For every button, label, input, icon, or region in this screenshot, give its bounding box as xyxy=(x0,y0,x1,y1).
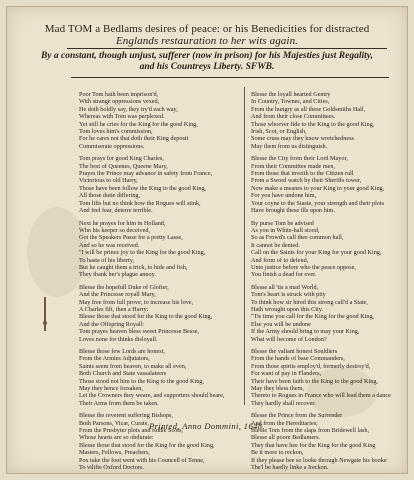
left-column xyxy=(79,91,245,477)
verse-line: From those that inveith to the Citizen rull xyxy=(251,170,354,178)
verse-line: Masters, Fellows, Preachers, xyxy=(79,449,150,457)
verse-line: Victorious to old Harry, xyxy=(79,177,138,185)
verse-line: "I will be prince joy to the King for the good King, xyxy=(79,249,206,257)
verse-line: Both Church and State vassalateers xyxy=(79,370,167,378)
stanza xyxy=(251,91,414,150)
stanza xyxy=(251,220,414,279)
verse-line: Blesse the loyall hearted Gentry xyxy=(251,91,331,98)
verse-line: And the Princesse royall Mary, xyxy=(79,291,156,299)
verse-line: Blesse those that stood for the King to the good King, xyxy=(79,313,213,321)
stanza xyxy=(79,220,245,279)
verse-line: They that have hee for the King for the good King xyxy=(251,441,376,449)
column-divider xyxy=(244,87,245,405)
verse-line: From those spirits employ'd, formerly destroy'd, xyxy=(251,362,371,370)
verse-line: Blesse those that stood for the King for the good King, xyxy=(79,441,215,449)
verse-line: By purse Tom be advised xyxy=(251,219,314,227)
paper-stain xyxy=(27,207,87,297)
stanza xyxy=(251,348,414,407)
subtitle-line-1: By a constant, though unjust, sufferer (now in prison) for his Majesties just Regality, xyxy=(40,51,374,61)
verse-line: Be it more to reckon, xyxy=(251,449,304,457)
verse-line: And so he was received. xyxy=(79,241,140,249)
verse-line: As you in White-hall stood, xyxy=(251,226,320,234)
stanza xyxy=(251,284,414,343)
verse-line: And from the Hereditaries; xyxy=(251,419,318,427)
verse-line: Who his keeper so deceived, xyxy=(79,226,150,234)
broadside-sheet xyxy=(6,6,408,474)
verse-line: Whereas with Tom was perplexed. xyxy=(79,113,165,121)
verse-line: Their Arms from them be taken. xyxy=(79,399,159,407)
stanza xyxy=(79,91,245,150)
verse-line: May free from full prove, to increase his love, xyxy=(79,298,194,306)
verse-line: They thank her's plague annoy. xyxy=(79,271,156,279)
verse-line: He doth boldly say, they try'd each way, xyxy=(79,105,178,113)
verse-line: For want of pay in Flanders, xyxy=(251,370,322,378)
subtitle-line-2: and his Countreys Liberty. SFWB. xyxy=(139,62,275,72)
verse-line: Let the Crowners they weare, and supporters should beare, xyxy=(79,392,225,400)
verse-line: Loves none for thinks disloyall. xyxy=(79,335,158,343)
verse-line: From the Armies Adjutators, xyxy=(79,355,150,363)
verse-line: Blesse all 'tis a mad World, xyxy=(251,283,319,291)
verse-line: And the Offspring Royall: xyxy=(79,320,145,328)
verse-line: Saints seem from heaven, to make all even, xyxy=(79,362,187,370)
verse-line: Blesse the hopefull Duke of Glofter, xyxy=(79,283,169,291)
verse-line: Irish, Scot, or English, xyxy=(251,128,307,136)
verse-line: Blesse the valiant honest Souldiers xyxy=(251,348,338,355)
verse-line: In Country, Townes, and Cities, xyxy=(251,98,330,106)
verse-line: To think how sir hired this strong call'd a State, xyxy=(251,298,368,306)
verse-line: You finish a dead for ever. xyxy=(251,271,317,279)
stanza xyxy=(79,348,245,407)
imprint-line: Printed, Anno Dommini, 1648. xyxy=(149,421,265,431)
verse-line: Those have been follow the King to the good King, xyxy=(79,184,207,192)
verse-line: Your coyne to the Staste, your strength and their plots xyxy=(251,199,385,207)
verse-line: Blesse the reverent suffering Bishops, xyxy=(79,412,173,420)
verse-line: Poor Tom hath been imprison'd, xyxy=(79,91,159,98)
verse-line: Tom lifts but no think how the Rogues will stink, xyxy=(79,199,201,207)
verse-line: Thereto to Rogues in France who will lead them a dance xyxy=(251,392,391,400)
verse-line: Those stood not him to the King to the good King, xyxy=(79,377,204,385)
verse-line: For you have undone him, xyxy=(251,192,317,200)
verse-line: May they bless them, xyxy=(251,385,304,393)
verse-line: From the Presbyter plots and fiddle Scots, xyxy=(79,427,183,435)
verse-line: And feel fear, deterre terrible. xyxy=(79,207,153,215)
verse-line: Else you will be undone xyxy=(251,320,311,328)
verse-line: May them from us distinguish. xyxy=(251,142,328,150)
verse-line: If the Army should bring to may your King, xyxy=(251,328,360,336)
verse-line: Their have been faith to the King to the good King, xyxy=(251,377,378,385)
verse-line: From the hands of base Commanders, xyxy=(251,355,345,363)
verse-line: It cannot be denied. xyxy=(251,241,300,249)
verse-line: And from their close Committees. xyxy=(251,113,336,121)
verse-line: Blesse Tom from the slaps from Bridewell lash, xyxy=(251,427,370,435)
verse-line: For he cares not that doth their King deposit xyxy=(79,135,189,143)
stanza xyxy=(251,155,414,214)
verse-line: The best of Queenes, Queene Mary, xyxy=(79,162,168,170)
verse-line: To vilifie Oxford Doctors. xyxy=(79,464,144,472)
verse-line: Prayes the Prince may advance in safety from France, xyxy=(79,170,213,178)
verse-line: What will become of London? xyxy=(251,335,327,343)
verse-line: Tom's heart is struck with pity xyxy=(251,291,326,299)
verse-line: Call on the Saints for your King for your good King, xyxy=(251,249,382,257)
verse-line: Those whoever fide to the King to the good King, xyxy=(251,120,375,128)
verse-line: From their Committee made men, xyxy=(251,162,336,170)
verse-line: Both Parsons, Vicar, Curate, xyxy=(79,419,150,427)
verse-line: Tom prayes heaven bless sweet Princesse Besse, xyxy=(79,328,200,336)
verse-line: Blesse the City from their Lord Mayor, xyxy=(251,155,348,163)
stanza xyxy=(79,284,245,343)
document-subtitle xyxy=(17,51,397,73)
verse-line: But he caught them a trick, to hide and fish, xyxy=(79,263,188,271)
verse-line: To haste of his liberty, xyxy=(79,256,135,264)
binding-mark xyxy=(44,297,46,331)
verse-line: Pox take the foot went with his Councell of Tenne, xyxy=(79,456,205,464)
verse-line: Yet still he cries for the King for the good King, xyxy=(79,120,198,128)
verse-line: "Tis time you call for the King for the good King, xyxy=(251,313,375,321)
verse-line: A Charles fift, then a Harry: xyxy=(79,305,149,313)
verse-line: From a Sword watch by their Sheriffs tower, xyxy=(251,177,362,185)
document-title xyxy=(17,23,397,47)
verse-line: May they hence forsaken, xyxy=(79,385,143,393)
verse-line: Blesse the Prince from the Surrender xyxy=(251,412,343,420)
verse-line: Tom loves him's commission, xyxy=(79,128,153,136)
verse-line: They hardly shall recover. xyxy=(251,399,316,407)
verse-line: Whose hearts are so obdurate: xyxy=(79,434,154,442)
stanza xyxy=(79,155,245,214)
title-rule xyxy=(67,48,387,49)
verse-line: The'l be hardly linke a Ireckon. xyxy=(251,464,329,472)
verse-line: So as Frowd's call thee common hall, xyxy=(251,234,344,242)
verse-line: From the hungry as all these Goldsmiths Hall, xyxy=(251,105,366,113)
right-column xyxy=(251,91,414,477)
binding-dot xyxy=(43,321,47,325)
verse-line: And form of to defend, xyxy=(251,256,309,264)
verse-line: Blesse those few Lords are honest, xyxy=(79,348,165,355)
verse-line: If they please bee so looke through Newgate his booke xyxy=(251,456,387,464)
verse-line: Now make a meanes to your King to your good King, xyxy=(251,184,385,192)
verse-line: All those dutie differing, xyxy=(79,192,141,200)
subtitle-rule xyxy=(71,77,389,78)
verse-line: Commiserate oppressions. xyxy=(79,142,145,150)
verse-line: Tom prays for good King Charles, xyxy=(79,155,164,163)
verse-line: Unto justice before who the peace oppose, xyxy=(251,263,356,271)
verse-line: Blesse all poore Bedlamers. xyxy=(251,434,321,442)
title-main: Mad TOM a Bedlams desires of peace: or his Benedicities for distracted xyxy=(44,23,370,35)
verse-line: Hath wrought upon this City. xyxy=(251,305,323,313)
verse-line: Next he prayes for him in Holland, xyxy=(79,219,166,227)
verse-line: Have brought these ills upon him. xyxy=(251,207,335,215)
verse-line: Some cruss may they know wretchedness xyxy=(251,135,354,143)
title-continuation: Englands restauration to her wits again. xyxy=(115,35,299,47)
verse-line: Got the Speakers Passe for a pretty Lasse, xyxy=(79,234,183,242)
verse-line: With strange oppressions vexed, xyxy=(79,98,160,106)
